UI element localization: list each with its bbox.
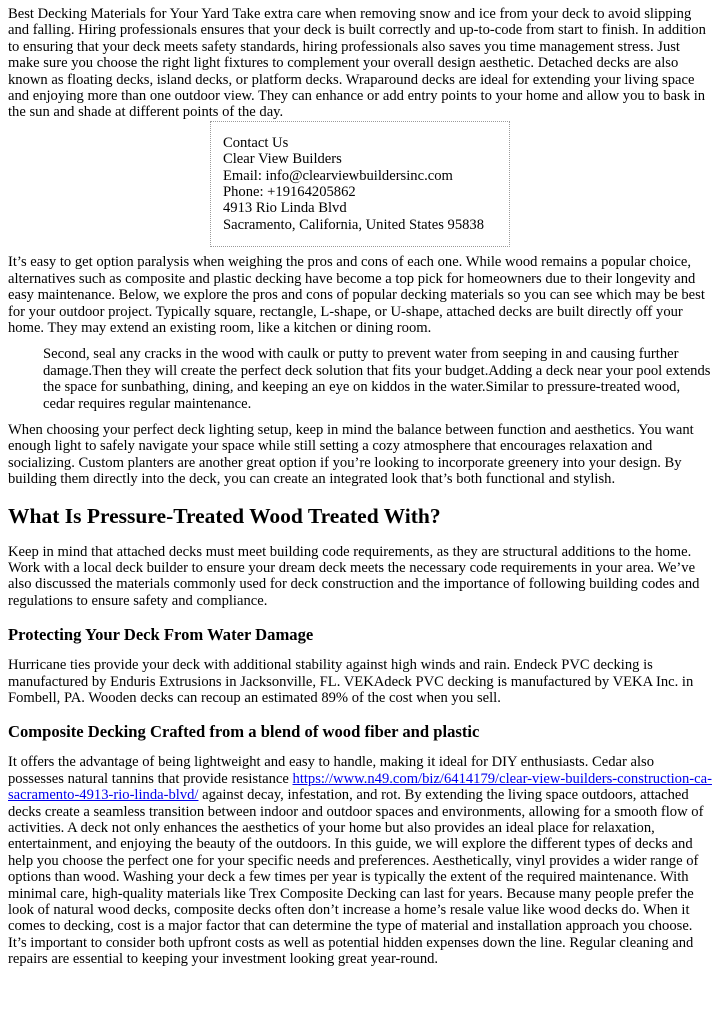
paragraph-6-text-before-link: It offers the advantage of being lightweight and easy to handle, making it ideal for DIY enthusiasts. Cedar also possesses natural tannins that provide resistance — [8, 754, 655, 787]
section-heading-pressure-treated: What Is Pressure-Treated Wood Treated With? — [8, 503, 441, 528]
contact-box — [210, 121, 510, 247]
contact-email: Email: info@clearviewbuildersinc.com — [223, 167, 453, 184]
blockquote: Second, seal any cracks in the wood with caulk or putty to prevent water from seeping in and causing further damage.Then they will create the perfect deck solution that fits your budget.Adding a deck near your pool extends the space for sunbathing, dining, and keeping an eye on kiddos in the water.Similar to pressure-treated wood, cedar requires regular maintenance. — [43, 346, 711, 412]
contact-company: Clear View Builders — [223, 151, 342, 168]
contact-phone: Phone: +19164205862 — [223, 184, 356, 201]
contact-street: 4913 Rio Linda Blvd — [223, 200, 347, 217]
n49-business-link[interactable]: https://www.n49.com/biz/6414179/clear-view-builders-construction-ca-sacramento-4913-rio-linda-blvd/ — [8, 770, 712, 804]
contact-city: Sacramento, California, United States 95838 — [223, 216, 485, 233]
contact-heading: Contact Us — [223, 134, 289, 151]
intro-paragraph: Best Decking Materials for Your Yard Take extra care when removing snow and ice from your deck to avoid slipping and falling. Hiring professionals ensures that your deck is built correctly and up-to-code from start to finish. In addition to ensuring that your deck meets safety standards, hiring professionals also saves you time management stress. Just make sure you choose the right light fixtures to complement your overall design aesthetic. Detached decks are also known as floating decks, island decks, or platform decks. Wraparound decks are ideal for extending your living space and enjoying more than one outdoor view. They can enhance or add entry points to your home and allow you to bask in the sun and shade at different points of the day. — [8, 6, 706, 121]
body-paragraph-3: When choosing your perfect deck lighting setup, keep in mind the balance between function and aesthetics. You want enough light to safely navigate your space while still setting a cozy atmosphere that encourages relaxation and socializing. Custom planters are another great option if you’re looking to incorporate greenery into your design. By building them directly into the deck, you can create an integrated look that’s both functional and stylish. — [8, 421, 694, 488]
body-paragraph-4: Keep in mind that attached decks must meet building code requirements, as they are structural additions to the home. Work with a local deck builder to ensure your dream deck meets the necessary code requirements in your area. We’ve also discussed the materials commonly used for deck construction and the importance of following building codes and regulations to ensure safety and compliance. — [8, 543, 700, 609]
section-heading-water-damage: Protecting Your Deck From Water Damage — [8, 625, 314, 645]
paragraph-6-text-after-link: against decay, infestation, and rot. By extending the living space outdoors, attached decks create a seamless transition between indoor and outdoor spaces and environments, allowing for a smooth flow of activities. A deck not only enhances the aesthetics of your home but also provides an ideal place for relaxation, entertainment, and enjoying the beauty of the outdoors. In this guide, we will explore the different types of decks and help you choose the perfect one for your specific needs and preferences. Aesthetically, vinyl provides a wider range of options than wood. Washing your deck a few times per year is typically the extent of the required maintenance. With minimal care, high-quality materials like Trex Composite Decking can last for years. Because many people prefer the look of natural wood decks, composite decks often don’t increase a home’s resale value like wood decks do. When it comes to decking, cost is a major factor that can determine the type of material and installation approach you choose. It’s important to consider both upfront costs as well as potential hidden expenses down the line. Regular cleaning and repairs are essential to keeping your investment looking great year-round. — [8, 787, 704, 968]
section-heading-composite: Composite Decking Crafted from a blend of wood fiber and plastic — [8, 722, 480, 742]
body-paragraph-2: It’s easy to get option paralysis when weighing the pros and cons of each one. While wood remains a popular choice, alternatives such as composite and plastic decking have become a top pick for homeowners due to their longevity and easy maintenance. Below, we explore the pros and cons of popular decking materials so you can see which may be best for your outdoor project. Typically square, rectangle, L-shape, or U-shape, attached decks are built directly off your home. They may extend an existing room, like a kitchen or dining room. — [8, 254, 705, 336]
body-paragraph-6 — [8, 754, 713, 967]
body-paragraph-5: Hurricane ties provide your deck with additional stability against high winds and rain. Endeck PVC decking is manufactured by Enduris Extrusions in Jacksonville, FL. VEKAdeck PVC decking is manufactured by VEKA Inc. in Fombell, PA. Wooden decks can recoup an estimated 89% of the cost when you sell. — [8, 657, 694, 706]
